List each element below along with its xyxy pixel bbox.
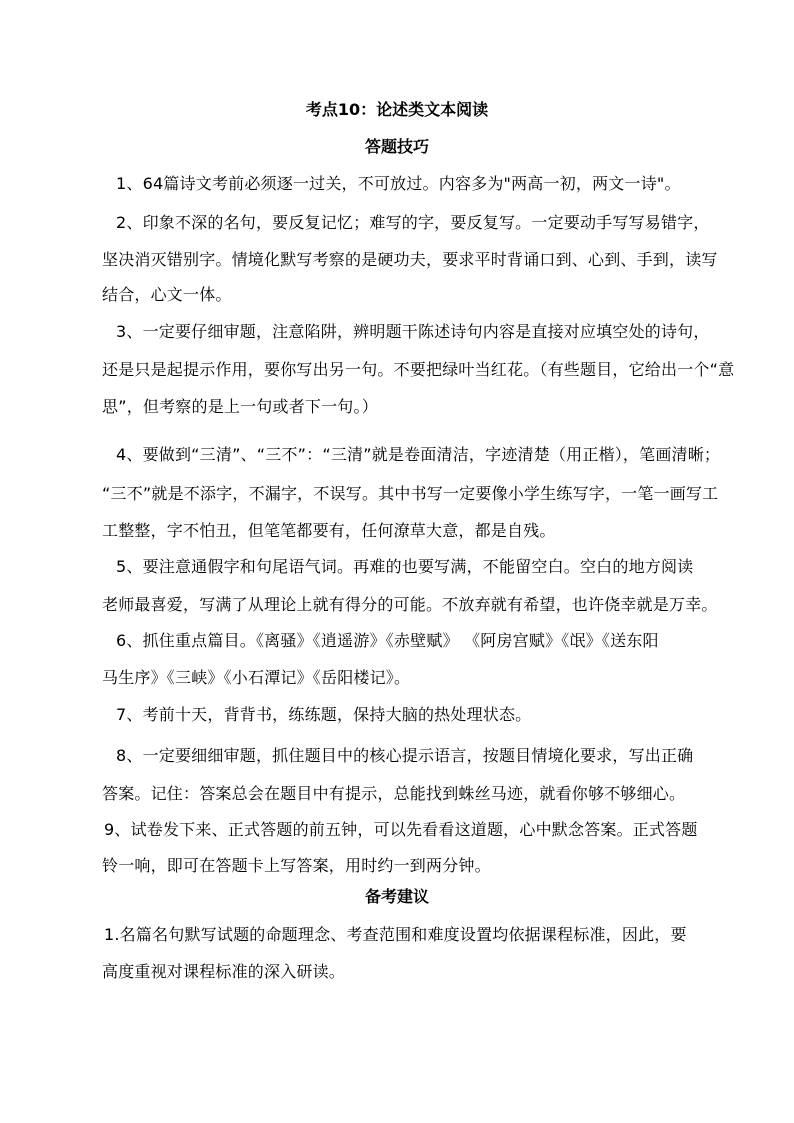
paragraph-line: 2、印象不深的名句，要反复记忆；难写的字，要反复写。一定要动手写写易错字，	[116, 213, 710, 232]
paragraph-line: 8、一定要细细审题，抓住题目中的核心提示语言，按题目情境化要求，写出正确	[116, 746, 694, 765]
paragraph-line: 3、一定要仔细审题，注意陷阱，辨明题干陈述诗句内容是直接对应填空处的诗句，	[116, 322, 710, 341]
paragraph-line: 坚决消灭错别字。情境化默写考察的是硬功夫，要求平时背诵口到、心到、手到，读写	[102, 250, 718, 269]
paragraph-line: 1.名篇名句默写试题的命题理念、考查范围和难度设置均依据课程标准，因此，要	[104, 925, 687, 944]
paragraph-line: 马生序》《三峡》《小石潭记》《岳阳楼记》。	[102, 668, 411, 687]
paragraph-line: 答案。记住：答案总会在题目中有提示，总能找到蛛丝马迹，就看你够不够细心。	[102, 784, 686, 803]
paragraph-line: 1、64篇诗文考前必须逐一过关，不可放过。内容多为"两高一初，两文一诗"。	[116, 174, 681, 193]
paragraph-line: 铃一响，即可在答题卡上写答案，用时约一到两分钟。	[102, 856, 491, 875]
paragraph-line: 还是只是起提示作用，要你写出另一句。不要把绿叶当红花。（有些题目，它给出一个“意	[102, 360, 735, 379]
paragraph-line: 工整整，字不怕丑，但笔笔都要有，任何潦草大意，都是自残。	[102, 521, 556, 540]
document-title: 考点10：论述类文本阅读	[305, 100, 489, 119]
paragraph-line: 9、试卷发下来、正式答题的前五钟，可以先看看这道题，心中默念答案。正式答题	[104, 820, 698, 839]
paragraph-line: 老师最喜爱，写满了从理论上就有得分的可能。不放弃就有希望，也许侥幸就是万幸。	[102, 595, 718, 614]
paragraph-line: 4、要做到“三清”、“三不”：“三清”就是卷面清洁，字迹清楚（用正楷），笔画清晰；	[116, 445, 721, 464]
section-heading-answer-skills: 答题技巧	[364, 137, 429, 156]
paragraph-line: “三不”就是不添字，不漏字，不误写。其中书写一定要像小学生练写字，一笔一画写工	[102, 484, 719, 503]
paragraph-line: 高度重视对课程标准的深入研读。	[102, 962, 346, 981]
paragraph-line: 6、抓住重点篇目。《离骚》《逍遥游》《赤壁赋》 《阿房宫赋》《氓》《送东阳	[116, 631, 659, 650]
paragraph-line: 5、要注意通假字和句尾语气词。再难的也要写满，不能留空白。空白的地方阅读	[116, 557, 694, 576]
section-heading-exam-suggestions: 备考建议	[364, 887, 429, 906]
paragraph-line: 结合，心文一体。	[102, 285, 232, 304]
paragraph-line: 思”，但考察的是上一句或者下一句。）	[102, 397, 378, 416]
paragraph-line: 7、考前十天，背背书，练练题，保持大脑的热处理状态。	[116, 705, 532, 724]
